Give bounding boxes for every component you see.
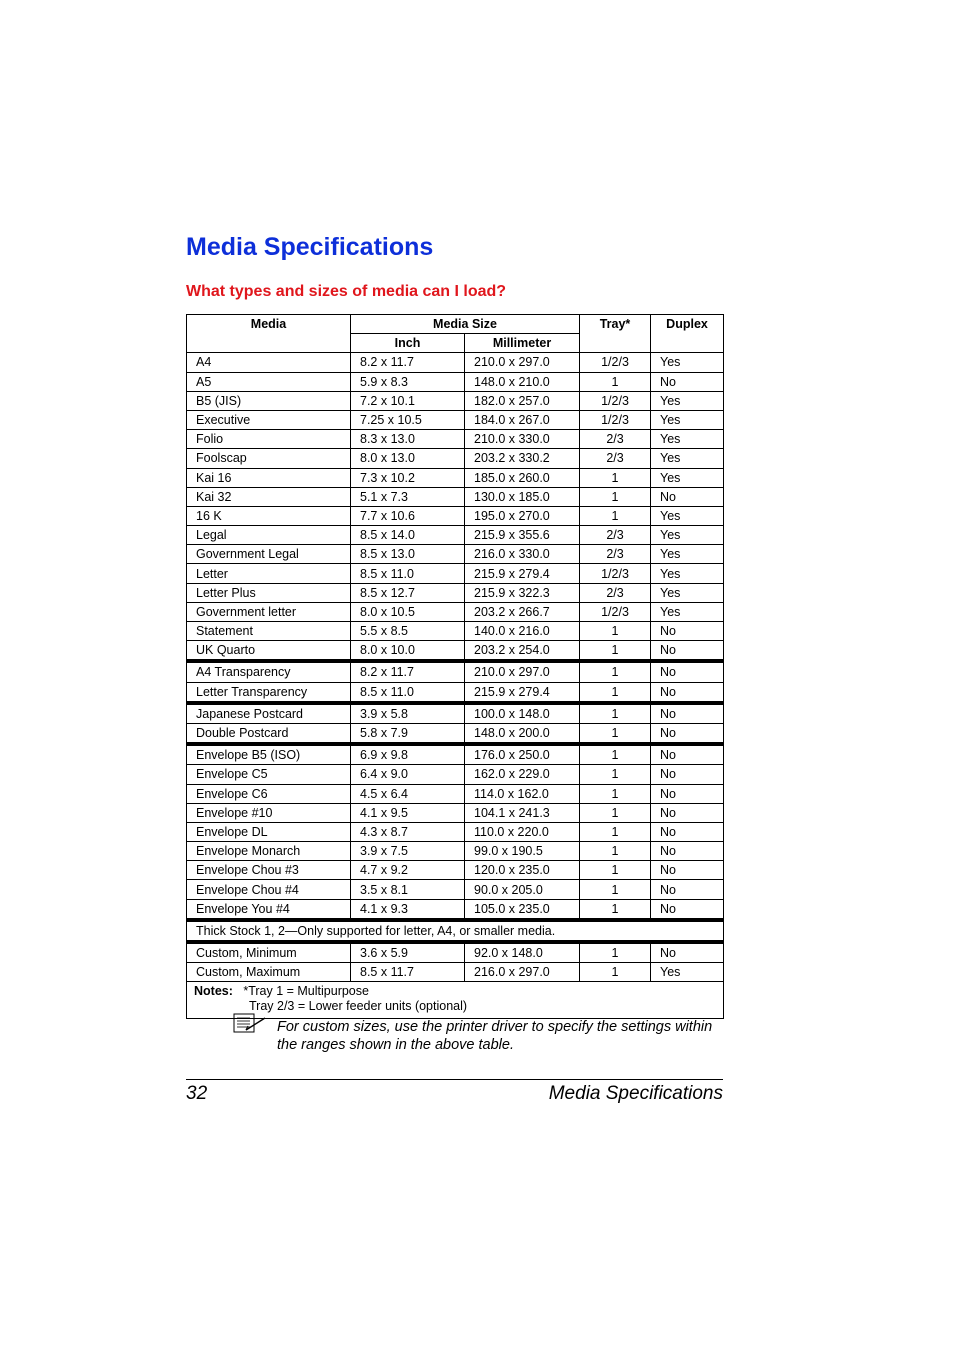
inch-cell: 4.1 x 9.5 bbox=[351, 803, 465, 822]
inch-cell: 4.5 x 6.4 bbox=[351, 784, 465, 803]
media-cell: Letter Transparency bbox=[187, 682, 351, 703]
table-row bbox=[187, 372, 724, 391]
inch-cell: 8.5 x 11.0 bbox=[351, 564, 465, 583]
table-row bbox=[187, 487, 724, 506]
media-cell: Envelope Chou #4 bbox=[187, 880, 351, 899]
tray-cell: 1/2/3 bbox=[580, 391, 651, 410]
millimeter-cell: 148.0 x 200.0 bbox=[465, 723, 580, 744]
media-cell: Foolscap bbox=[187, 449, 351, 468]
notes-label: Notes: bbox=[194, 984, 233, 999]
header-tray: Tray* bbox=[580, 315, 651, 353]
media-cell: A4 Transparency bbox=[187, 661, 351, 682]
media-cell: Letter Plus bbox=[187, 583, 351, 602]
duplex-cell: No bbox=[651, 641, 724, 662]
duplex-cell: Yes bbox=[651, 564, 724, 583]
inch-cell: 8.0 x 10.5 bbox=[351, 602, 465, 621]
millimeter-cell: 195.0 x 270.0 bbox=[465, 506, 580, 525]
millimeter-cell: 92.0 x 148.0 bbox=[465, 942, 580, 963]
millimeter-cell: 100.0 x 148.0 bbox=[465, 703, 580, 724]
millimeter-cell: 176.0 x 250.0 bbox=[465, 744, 580, 765]
table-row bbox=[187, 744, 724, 765]
inch-cell: 4.3 x 8.7 bbox=[351, 822, 465, 841]
duplex-cell: No bbox=[651, 899, 724, 920]
notes-line1: *Tray 1 = Multipurpose bbox=[243, 984, 369, 999]
tray-cell: 1 bbox=[580, 880, 651, 899]
tray-cell: 1 bbox=[580, 842, 651, 861]
millimeter-cell: 99.0 x 190.5 bbox=[465, 842, 580, 861]
table-row bbox=[187, 526, 724, 545]
inch-cell: 8.5 x 12.7 bbox=[351, 583, 465, 602]
inch-cell: 6.9 x 9.8 bbox=[351, 744, 465, 765]
media-cell: Envelope Monarch bbox=[187, 842, 351, 861]
table-row bbox=[187, 784, 724, 803]
table-row bbox=[187, 899, 724, 920]
header-media-size: Media Size bbox=[351, 315, 580, 334]
table-row bbox=[187, 602, 724, 621]
millimeter-cell: 114.0 x 162.0 bbox=[465, 784, 580, 803]
tray-cell: 1 bbox=[580, 372, 651, 391]
duplex-cell: No bbox=[651, 744, 724, 765]
duplex-cell: No bbox=[651, 803, 724, 822]
duplex-cell: No bbox=[651, 784, 724, 803]
millimeter-cell: 162.0 x 229.0 bbox=[465, 765, 580, 784]
inch-cell: 4.1 x 9.3 bbox=[351, 899, 465, 920]
millimeter-cell: 203.2 x 330.2 bbox=[465, 449, 580, 468]
pen-on-paper-icon bbox=[232, 1012, 268, 1034]
millimeter-cell: 110.0 x 220.0 bbox=[465, 822, 580, 841]
header-row bbox=[187, 315, 724, 334]
media-cell: Envelope C5 bbox=[187, 765, 351, 784]
media-cell: Kai 16 bbox=[187, 468, 351, 487]
duplex-cell: Yes bbox=[651, 449, 724, 468]
millimeter-cell: 185.0 x 260.0 bbox=[465, 468, 580, 487]
tray-cell: 1 bbox=[580, 744, 651, 765]
inch-cell: 3.6 x 5.9 bbox=[351, 942, 465, 963]
thick-stock-row bbox=[187, 920, 724, 942]
inch-cell: 4.7 x 9.2 bbox=[351, 861, 465, 880]
duplex-cell: Yes bbox=[651, 410, 724, 429]
section-subtitle: What types and sizes of media can I load? bbox=[186, 283, 507, 300]
duplex-cell: Yes bbox=[651, 963, 724, 982]
duplex-cell: Yes bbox=[651, 602, 724, 621]
inch-cell: 8.5 x 11.0 bbox=[351, 682, 465, 703]
media-cell: Envelope Chou #3 bbox=[187, 861, 351, 880]
inch-cell: 5.9 x 8.3 bbox=[351, 372, 465, 391]
duplex-cell: No bbox=[651, 861, 724, 880]
header-media: Media bbox=[187, 315, 351, 353]
table-row bbox=[187, 803, 724, 822]
media-cell: Legal bbox=[187, 526, 351, 545]
inch-cell: 5.8 x 7.9 bbox=[351, 723, 465, 744]
millimeter-cell: 105.0 x 235.0 bbox=[465, 899, 580, 920]
inch-cell: 7.2 x 10.1 bbox=[351, 391, 465, 410]
table-row bbox=[187, 822, 724, 841]
media-cell: Envelope C6 bbox=[187, 784, 351, 803]
media-cell: Government Legal bbox=[187, 545, 351, 564]
millimeter-cell: 215.9 x 279.4 bbox=[465, 682, 580, 703]
page-title: Media Specifications bbox=[186, 233, 434, 261]
duplex-cell: No bbox=[651, 487, 724, 506]
millimeter-cell: 203.2 x 254.0 bbox=[465, 641, 580, 662]
header-duplex: Duplex bbox=[651, 315, 724, 353]
inch-cell: 8.5 x 14.0 bbox=[351, 526, 465, 545]
media-cell: Envelope #10 bbox=[187, 803, 351, 822]
tray-cell: 1 bbox=[580, 784, 651, 803]
millimeter-cell: 120.0 x 235.0 bbox=[465, 861, 580, 880]
duplex-cell: No bbox=[651, 842, 724, 861]
table-row bbox=[187, 682, 724, 703]
millimeter-cell: 216.0 x 330.0 bbox=[465, 545, 580, 564]
table-row bbox=[187, 861, 724, 880]
table-row bbox=[187, 449, 724, 468]
duplex-cell: No bbox=[651, 942, 724, 963]
millimeter-cell: 182.0 x 257.0 bbox=[465, 391, 580, 410]
duplex-cell: No bbox=[651, 703, 724, 724]
millimeter-cell: 130.0 x 185.0 bbox=[465, 487, 580, 506]
table-row bbox=[187, 506, 724, 525]
tray-cell: 2/3 bbox=[580, 430, 651, 449]
table-row bbox=[187, 622, 724, 641]
media-cell: B5 (JIS) bbox=[187, 391, 351, 410]
table-row bbox=[187, 963, 724, 982]
table-row bbox=[187, 430, 724, 449]
media-cell: Custom, Maximum bbox=[187, 963, 351, 982]
duplex-cell: No bbox=[651, 880, 724, 899]
duplex-cell: Yes bbox=[651, 526, 724, 545]
tray-cell: 1 bbox=[580, 822, 651, 841]
inch-cell: 3.9 x 5.8 bbox=[351, 703, 465, 724]
inch-cell: 8.2 x 11.7 bbox=[351, 661, 465, 682]
duplex-cell: No bbox=[651, 765, 724, 784]
table-row bbox=[187, 353, 724, 372]
media-cell: UK Quarto bbox=[187, 641, 351, 662]
media-cell: Envelope You #4 bbox=[187, 899, 351, 920]
millimeter-cell: 148.0 x 210.0 bbox=[465, 372, 580, 391]
tray-cell: 1 bbox=[580, 641, 651, 662]
header-millimeter: Millimeter bbox=[465, 334, 580, 353]
table-row bbox=[187, 391, 724, 410]
duplex-cell: No bbox=[651, 723, 724, 744]
media-cell: Letter bbox=[187, 564, 351, 583]
tray-cell: 1 bbox=[580, 622, 651, 641]
duplex-cell: Yes bbox=[651, 430, 724, 449]
table-row bbox=[187, 410, 724, 429]
media-cell: A4 bbox=[187, 353, 351, 372]
media-cell: Statement bbox=[187, 622, 351, 641]
duplex-cell: No bbox=[651, 682, 724, 703]
tray-cell: 2/3 bbox=[580, 449, 651, 468]
duplex-cell: No bbox=[651, 372, 724, 391]
table-row bbox=[187, 703, 724, 724]
thick-stock-note: Thick Stock 1, 2—Only supported for letter, A4, or smaller media. bbox=[187, 920, 724, 942]
duplex-cell: No bbox=[651, 822, 724, 841]
table-row bbox=[187, 641, 724, 662]
duplex-cell: Yes bbox=[651, 545, 724, 564]
table-row bbox=[187, 583, 724, 602]
media-cell: Envelope B5 (ISO) bbox=[187, 744, 351, 765]
duplex-cell: No bbox=[651, 661, 724, 682]
inch-cell: 8.0 x 10.0 bbox=[351, 641, 465, 662]
media-cell: Kai 32 bbox=[187, 487, 351, 506]
millimeter-cell: 210.0 x 330.0 bbox=[465, 430, 580, 449]
tray-cell: 1/2/3 bbox=[580, 564, 651, 583]
table-row bbox=[187, 842, 724, 861]
tray-cell: 1 bbox=[580, 703, 651, 724]
tray-cell: 1 bbox=[580, 765, 651, 784]
inch-cell: 8.2 x 11.7 bbox=[351, 353, 465, 372]
duplex-cell: Yes bbox=[651, 468, 724, 487]
footer-section-title: Media Specifications bbox=[548, 1083, 723, 1104]
millimeter-cell: 90.0 x 205.0 bbox=[465, 880, 580, 899]
tray-cell: 1 bbox=[580, 682, 651, 703]
footer-page-number: 32 bbox=[186, 1083, 208, 1104]
millimeter-cell: 210.0 x 297.0 bbox=[465, 353, 580, 372]
inch-cell: 8.3 x 13.0 bbox=[351, 430, 465, 449]
millimeter-cell: 215.9 x 322.3 bbox=[465, 583, 580, 602]
tray-cell: 1 bbox=[580, 899, 651, 920]
media-cell: Custom, Minimum bbox=[187, 942, 351, 963]
millimeter-cell: 215.9 x 355.6 bbox=[465, 526, 580, 545]
inch-cell: 5.1 x 7.3 bbox=[351, 487, 465, 506]
tray-cell: 1 bbox=[580, 723, 651, 744]
inch-cell: 7.7 x 10.6 bbox=[351, 506, 465, 525]
media-cell: Envelope DL bbox=[187, 822, 351, 841]
millimeter-cell: 215.9 x 279.4 bbox=[465, 564, 580, 583]
tray-cell: 1 bbox=[580, 963, 651, 982]
inch-cell: 3.5 x 8.1 bbox=[351, 880, 465, 899]
table-row bbox=[187, 564, 724, 583]
tray-cell: 2/3 bbox=[580, 545, 651, 564]
millimeter-cell: 104.1 x 241.3 bbox=[465, 803, 580, 822]
media-cell: Double Postcard bbox=[187, 723, 351, 744]
table-row bbox=[187, 545, 724, 564]
tray-cell: 1/2/3 bbox=[580, 602, 651, 621]
media-spec-table bbox=[186, 314, 724, 1019]
tray-cell: 1 bbox=[580, 803, 651, 822]
media-cell: 16 K bbox=[187, 506, 351, 525]
media-cell: Japanese Postcard bbox=[187, 703, 351, 724]
notes-line2: Tray 2/3 = Lower feeder units (optional) bbox=[249, 999, 468, 1014]
tray-cell: 1 bbox=[580, 468, 651, 487]
media-cell: Folio bbox=[187, 430, 351, 449]
millimeter-cell: 216.0 x 297.0 bbox=[465, 963, 580, 982]
millimeter-cell: 140.0 x 216.0 bbox=[465, 622, 580, 641]
inch-cell: 7.3 x 10.2 bbox=[351, 468, 465, 487]
duplex-cell: Yes bbox=[651, 353, 724, 372]
tray-cell: 1 bbox=[580, 487, 651, 506]
tray-cell: 1/2/3 bbox=[580, 410, 651, 429]
millimeter-cell: 210.0 x 297.0 bbox=[465, 661, 580, 682]
inch-cell: 8.5 x 11.7 bbox=[351, 963, 465, 982]
duplex-cell: Yes bbox=[651, 506, 724, 525]
inch-cell: 5.5 x 8.5 bbox=[351, 622, 465, 641]
inch-cell: 3.9 x 7.5 bbox=[351, 842, 465, 861]
tray-cell: 2/3 bbox=[580, 526, 651, 545]
footer-rule bbox=[186, 1079, 723, 1080]
tray-cell: 2/3 bbox=[580, 583, 651, 602]
table-row bbox=[187, 942, 724, 963]
tray-cell: 1/2/3 bbox=[580, 353, 651, 372]
tray-cell: 1 bbox=[580, 506, 651, 525]
millimeter-cell: 184.0 x 267.0 bbox=[465, 410, 580, 429]
table-row bbox=[187, 661, 724, 682]
inch-cell: 8.0 x 13.0 bbox=[351, 449, 465, 468]
media-cell: Executive bbox=[187, 410, 351, 429]
duplex-cell: No bbox=[651, 622, 724, 641]
duplex-cell: Yes bbox=[651, 583, 724, 602]
inch-cell: 7.25 x 10.5 bbox=[351, 410, 465, 429]
tray-cell: 1 bbox=[580, 661, 651, 682]
tray-cell: 1 bbox=[580, 942, 651, 963]
millimeter-cell: 203.2 x 266.7 bbox=[465, 602, 580, 621]
inch-cell: 8.5 x 13.0 bbox=[351, 545, 465, 564]
table-row bbox=[187, 765, 724, 784]
duplex-cell: Yes bbox=[651, 391, 724, 410]
table-row bbox=[187, 468, 724, 487]
table-row bbox=[187, 880, 724, 899]
media-cell: A5 bbox=[187, 372, 351, 391]
inch-cell: 6.4 x 9.0 bbox=[351, 765, 465, 784]
header-inch: Inch bbox=[351, 334, 465, 353]
note-text: For custom sizes, use the printer driver to specify the settings within the ranges shown in the above table. bbox=[277, 1019, 713, 1053]
table-row bbox=[187, 723, 724, 744]
tray-cell: 1 bbox=[580, 861, 651, 880]
media-cell: Government letter bbox=[187, 602, 351, 621]
